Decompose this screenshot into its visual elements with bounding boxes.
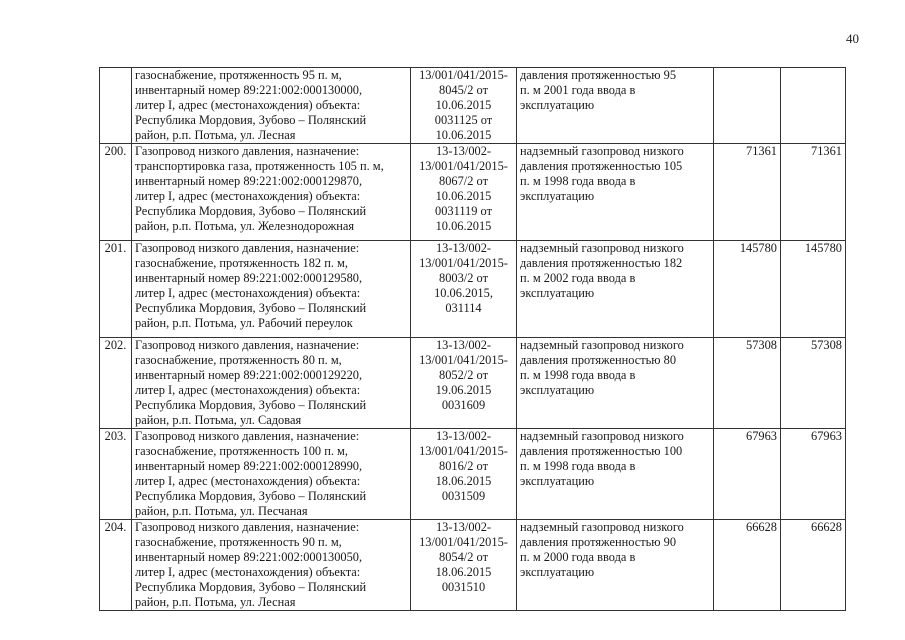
value-cell: [714, 520, 781, 611]
row-number-cell: [100, 241, 132, 338]
registration-number-cell: [411, 144, 517, 241]
note-line: надземный газопровод низкого: [520, 520, 684, 534]
desc-line: транспортировка газа, протяженность 105 п. м,: [135, 159, 384, 173]
desc-line: инвентарный номер 89:221:002:000129580,: [135, 271, 363, 285]
desc-line: инвентарный номер 89:221:002:000129870,: [135, 174, 363, 188]
reg-line: 18.06.2015: [435, 565, 492, 579]
book-value: 67963: [746, 429, 777, 443]
table-row: [100, 520, 846, 611]
reg-line: 8003/2 от: [439, 271, 488, 285]
note-line: давления протяженностью 90: [520, 535, 677, 549]
residual-value: 67963: [811, 429, 842, 443]
reg-line: 10.06.2015,: [434, 286, 493, 300]
desc-line: Республика Мордовия, Зубово – Полянский: [135, 301, 367, 315]
reg-line: 8016/2 от: [439, 459, 488, 473]
desc-line: Газопровод низкого давления, назначение:: [135, 520, 360, 534]
value-cell: [781, 338, 846, 429]
row-number: 203.: [104, 429, 127, 443]
reg-line: 19.06.2015: [435, 383, 492, 397]
note-line: эксплуатацию: [520, 189, 595, 203]
desc-line: инвентарный номер 89:221:002:000128990,: [135, 459, 363, 473]
registration-number-cell: [411, 68, 517, 144]
registration-number-cell: [411, 429, 517, 520]
registration-number-cell: [411, 338, 517, 429]
desc-line: район, р.п. Потьма, ул. Железнодорожная: [135, 219, 355, 233]
desc-line: инвентарный номер 89:221:002:000130050,: [135, 550, 363, 564]
object-description-cell: [132, 429, 411, 520]
desc-line: Газопровод низкого давления, назначение:: [135, 338, 360, 352]
row-number-cell: [100, 68, 132, 144]
note-line: давления протяженностью 105: [520, 159, 683, 173]
note-line: давления протяженностью 182: [520, 256, 683, 270]
value-cell: [781, 144, 846, 241]
desc-line: район, р.п. Потьма, ул. Песчаная: [135, 504, 308, 518]
desc-line: инвентарный номер 89:221:002:000130000,: [135, 83, 363, 97]
note-line: надземный газопровод низкого: [520, 241, 684, 255]
desc-line: газоснабжение, протяженность 90 п. м,: [135, 535, 342, 549]
desc-line: литер I, адрес (местонахождения) объекта:: [135, 565, 361, 579]
value-cell: [781, 429, 846, 520]
reg-line: 13/001/041/2015-: [419, 159, 508, 173]
reg-line: 0031119 от: [435, 204, 492, 218]
note-line: п. м 1998 года ввода в: [520, 174, 636, 188]
row-number-cell: [100, 429, 132, 520]
desc-line: Республика Мордовия, Зубово – Полянский: [135, 580, 367, 594]
row-number: 204.: [104, 520, 127, 534]
reg-line: 8054/2 от: [439, 550, 488, 564]
row-number-cell: [100, 144, 132, 241]
reg-line: 13/001/041/2015-: [419, 256, 508, 270]
desc-line: газоснабжение, протяженность 80 п. м,: [135, 353, 342, 367]
value-cell: [714, 241, 781, 338]
registration-number-cell: [411, 520, 517, 611]
property-registry-table: [99, 67, 846, 611]
reg-line: 13/001/041/2015-: [419, 353, 508, 367]
book-value: 145780: [739, 241, 777, 255]
row-number: 201.: [104, 241, 127, 255]
note-line: п. м 1998 года ввода в: [520, 459, 636, 473]
reg-line: 0031509: [441, 489, 486, 503]
residual-value: 66628: [811, 520, 842, 534]
note-line: давления протяженностью 95: [520, 68, 677, 82]
row-number: 200.: [104, 144, 127, 158]
residual-value: 145780: [804, 241, 842, 255]
desc-line: литер I, адрес (местонахождения) объекта:: [135, 286, 361, 300]
table-row: [100, 338, 846, 429]
registry-body: [100, 68, 846, 611]
reg-line: 031114: [445, 301, 482, 315]
value-cell: [781, 241, 846, 338]
reg-line: 13-13/002-: [435, 144, 492, 158]
desc-line: Республика Мордовия, Зубово – Полянский: [135, 113, 367, 127]
reg-line: 8045/2 от: [439, 83, 488, 97]
note-line: эксплуатацию: [520, 383, 595, 397]
desc-line: газоснабжение, протяженность 182 п. м,: [135, 256, 348, 270]
characteristics-cell: [517, 520, 714, 611]
note-line: п. м 2000 года ввода в: [520, 550, 636, 564]
book-value: 66628: [746, 520, 777, 534]
desc-line: Республика Мордовия, Зубово – Полянский: [135, 489, 367, 503]
reg-line: 0031609: [441, 398, 486, 412]
reg-line: 0031125 от: [434, 113, 493, 127]
value-cell: [714, 338, 781, 429]
object-description-cell: [132, 241, 411, 338]
table-row: [100, 144, 846, 241]
book-value: 57308: [746, 338, 777, 352]
reg-line: 13/001/041/2015-: [419, 444, 508, 458]
reg-line: 8052/2 от: [439, 368, 488, 382]
table-row: [100, 68, 846, 144]
residual-value: 71361: [811, 144, 842, 158]
reg-line: 13-13/002-: [435, 338, 492, 352]
value-cell: [714, 144, 781, 241]
reg-line: 13-13/002-: [435, 241, 492, 255]
desc-line: район, р.п. Потьма, ул. Лесная: [135, 595, 296, 609]
registration-number-cell: [411, 241, 517, 338]
reg-line: 10.06.2015: [435, 128, 492, 142]
note-line: давления протяженностью 80: [520, 353, 677, 367]
table-row: [100, 429, 846, 520]
reg-line: 10.06.2015: [435, 98, 492, 112]
note-line: давления протяженностью 100: [520, 444, 683, 458]
row-number: 202.: [104, 338, 127, 352]
value-cell: [714, 68, 781, 144]
desc-line: литер I, адрес (местонахождения) объекта:: [135, 474, 361, 488]
reg-line: 0031510: [441, 580, 486, 594]
desc-line: район, р.п. Потьма, ул. Лесная: [135, 128, 296, 142]
characteristics-cell: [517, 144, 714, 241]
object-description-cell: [132, 338, 411, 429]
reg-line: 13-13/002-: [435, 520, 492, 534]
desc-line: район, р.п. Потьма, ул. Рабочий переулок: [135, 316, 353, 330]
note-line: эксплуатацию: [520, 565, 595, 579]
desc-line: Республика Мордовия, Зубово – Полянский: [135, 204, 367, 218]
note-line: п. м 2002 года ввода в: [520, 271, 636, 285]
reg-line: 13/001/041/2015-: [419, 68, 508, 82]
reg-line: 8067/2 от: [439, 174, 488, 188]
note-line: надземный газопровод низкого: [520, 338, 684, 352]
desc-line: литер I, адрес (местонахождения) объекта:: [135, 189, 361, 203]
reg-line: 10.06.2015: [435, 189, 492, 203]
desc-line: Газопровод низкого давления, назначение:: [135, 144, 360, 158]
value-cell: [781, 68, 846, 144]
book-value: 71361: [746, 144, 777, 158]
desc-line: газоснабжение, протяженность 100 п. м,: [135, 444, 348, 458]
page-number: 40: [846, 31, 859, 46]
row-number-cell: [100, 338, 132, 429]
object-description-cell: [132, 68, 411, 144]
note-line: эксплуатацию: [520, 98, 595, 112]
note-line: надземный газопровод низкого: [520, 144, 684, 158]
characteristics-cell: [517, 241, 714, 338]
reg-line: 13-13/002-: [435, 429, 492, 443]
value-cell: [781, 520, 846, 611]
desc-line: Республика Мордовия, Зубово – Полянский: [135, 398, 367, 412]
value-cell: [714, 429, 781, 520]
note-line: п. м 2001 года ввода в: [520, 83, 636, 97]
reg-line: 10.06.2015: [435, 219, 492, 233]
note-line: эксплуатацию: [520, 474, 595, 488]
desc-line: район, р.п. Потьма, ул. Садовая: [135, 413, 302, 427]
reg-line: 18.06.2015: [435, 474, 492, 488]
note-line: п. м 1998 года ввода в: [520, 368, 636, 382]
object-description-cell: [132, 144, 411, 241]
object-description-cell: [132, 520, 411, 611]
characteristics-cell: [517, 68, 714, 144]
desc-line: инвентарный номер 89:221:002:000129220,: [135, 368, 363, 382]
desc-line: литер I, адрес (местонахождения) объекта:: [135, 98, 361, 112]
residual-value: 57308: [811, 338, 842, 352]
note-line: эксплуатацию: [520, 286, 595, 300]
characteristics-cell: [517, 338, 714, 429]
desc-line: Газопровод низкого давления, назначение:: [135, 429, 360, 443]
characteristics-cell: [517, 429, 714, 520]
note-line: надземный газопровод низкого: [520, 429, 684, 443]
table-row: [100, 241, 846, 338]
reg-line: 13/001/041/2015-: [419, 535, 508, 549]
desc-line: газоснабжение, протяженность 95 п. м,: [135, 68, 342, 82]
desc-line: Газопровод низкого давления, назначение:: [135, 241, 360, 255]
row-number-cell: [100, 520, 132, 611]
desc-line: литер I, адрес (местонахождения) объекта:: [135, 383, 361, 397]
